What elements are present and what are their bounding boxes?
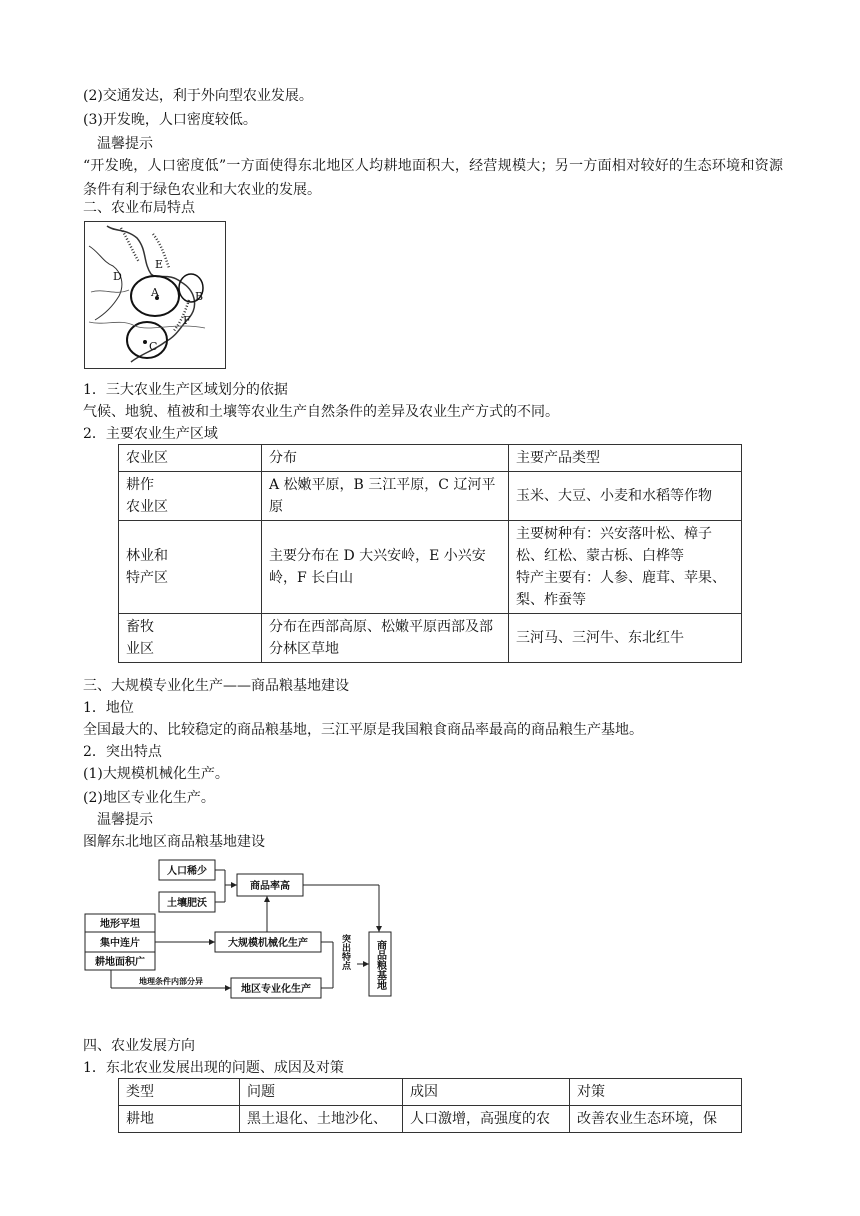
- grain-base-flowchart: [83, 856, 403, 1006]
- table-row: [119, 1106, 742, 1133]
- table-row: [119, 614, 742, 663]
- section2-sub2-title: 2．主要农业生产区域: [83, 426, 218, 442]
- table-header-cell: 分布: [262, 445, 509, 472]
- table-header-cell: 类型: [119, 1079, 240, 1106]
- section2-sub1-title: 1．三大农业生产区域划分的依据: [83, 382, 288, 398]
- flow-node-area: 耕地面积广: [95, 957, 145, 968]
- section3-item-2: (2)地区专业化生产。: [83, 790, 215, 806]
- map-label: A: [151, 286, 159, 299]
- table-cell: 玉米、大豆、小麦和水稻等作物: [509, 472, 742, 521]
- table-cell: 分布在西部高原、松嫩平原西部及部分林区草地: [262, 614, 509, 663]
- table-cell: A 松嫩平原，B 三江平原，C 辽河平原: [262, 472, 509, 521]
- intro-item-2: (2)交通发达，利于外向型农业发展。: [83, 88, 313, 104]
- flow-label-diff: 地理条件内部分异: [139, 976, 203, 986]
- section3-heading: 三、大规模专业化生产——商品粮基地建设: [83, 678, 349, 694]
- flow-node-rate: 商品率高: [250, 881, 290, 892]
- table-header-row: [119, 1079, 742, 1106]
- map-label: D: [113, 270, 122, 283]
- table-header-cell: 问题: [240, 1079, 403, 1106]
- section2-heading: 二、农业布局特点: [83, 200, 195, 216]
- table-cell: 林业和 特产区: [119, 521, 262, 614]
- table-cell: 黑土退化、土地沙化、: [240, 1106, 403, 1133]
- table-header-cell: 对策: [570, 1079, 742, 1106]
- table-header-cell: 农业区: [119, 445, 262, 472]
- table-cell: 三河马、三河牛、东北红牛: [509, 614, 742, 663]
- map-label: E: [155, 258, 164, 271]
- flow-node-contiguous: 集中连片: [100, 938, 140, 949]
- section3-sub1-text: 全国最大的、比较稳定的商品粮基地，三江平原是我国粮食商品率最高的商品粮生产基地。: [83, 722, 643, 738]
- table-row: [119, 521, 742, 614]
- section4-sub1-title: 1．东北农业发展出现的问题、成因及对策: [83, 1060, 344, 1076]
- table-cell: 耕地: [119, 1106, 240, 1133]
- agriculture-problems-table: [118, 1078, 742, 1133]
- section3-sub1-title: 1．地位: [83, 700, 134, 716]
- section2-sub1-text: 气候、地貌、植被和土壤等农业生产自然条件的差异及农业生产方式的不同。: [83, 404, 559, 420]
- flow-node-base: 商品粮基地: [374, 940, 386, 990]
- section3-tip-label: 温馨提示: [97, 812, 153, 828]
- northeast-agriculture-map: [84, 221, 226, 369]
- table-cell: 主要分布在 D 大兴安岭，E 小兴安岭，F 长白山: [262, 521, 509, 614]
- table-cell: 耕作 农业区: [119, 472, 262, 521]
- flow-node-soil: 土壤肥沃: [167, 898, 207, 909]
- intro-tip-label: 温馨提示: [97, 136, 153, 152]
- table-header-cell: 主要产品类型: [509, 445, 742, 472]
- flow-label-feature: 突出特点: [340, 934, 350, 970]
- table-cell: 改善农业生态环境，保: [570, 1106, 742, 1133]
- intro-tip-text: “开发晚，人口密度低”一方面使得东北地区人均耕地面积大，经营规模大；另一方面相对较好的生态环境和资源条件有利于绿色农业和大农业的发展。: [83, 158, 783, 198]
- table-cell: 主要树种有：兴安落叶松、樟子松、红松、蒙古栎、白桦等 特产主要有：人参、鹿茸、苹果、梨、柞蚕等: [509, 521, 742, 614]
- map-label: F: [183, 314, 191, 327]
- intro-item-3: (3)开发晚，人口密度较低。: [83, 112, 257, 128]
- table-header-row: [119, 445, 742, 472]
- section3-item-1: (1)大规模机械化生产。: [83, 766, 229, 782]
- table-row: [119, 472, 742, 521]
- agriculture-regions-table: [118, 444, 742, 663]
- map-label: B: [195, 290, 204, 303]
- table-header-cell: 成因: [403, 1079, 570, 1106]
- table-cell: 畜牧 业区: [119, 614, 262, 663]
- map-label: C: [149, 340, 158, 353]
- table-cell: 人口激增，高强度的农: [403, 1106, 570, 1133]
- map-figure: [85, 222, 225, 368]
- flow-node-terrain: 地形平坦: [100, 919, 140, 930]
- section4-heading: 四、农业发展方向: [83, 1038, 195, 1054]
- section3-sub2-title: 2．突出特点: [83, 744, 162, 760]
- section3-tip-text: 图解东北地区商品粮基地建设: [83, 834, 265, 850]
- flow-node-regional: 地区专业化生产: [241, 984, 311, 995]
- flow-node-population: 人口稀少: [167, 866, 207, 877]
- flow-node-mechanized: 大规模机械化生产: [228, 938, 308, 949]
